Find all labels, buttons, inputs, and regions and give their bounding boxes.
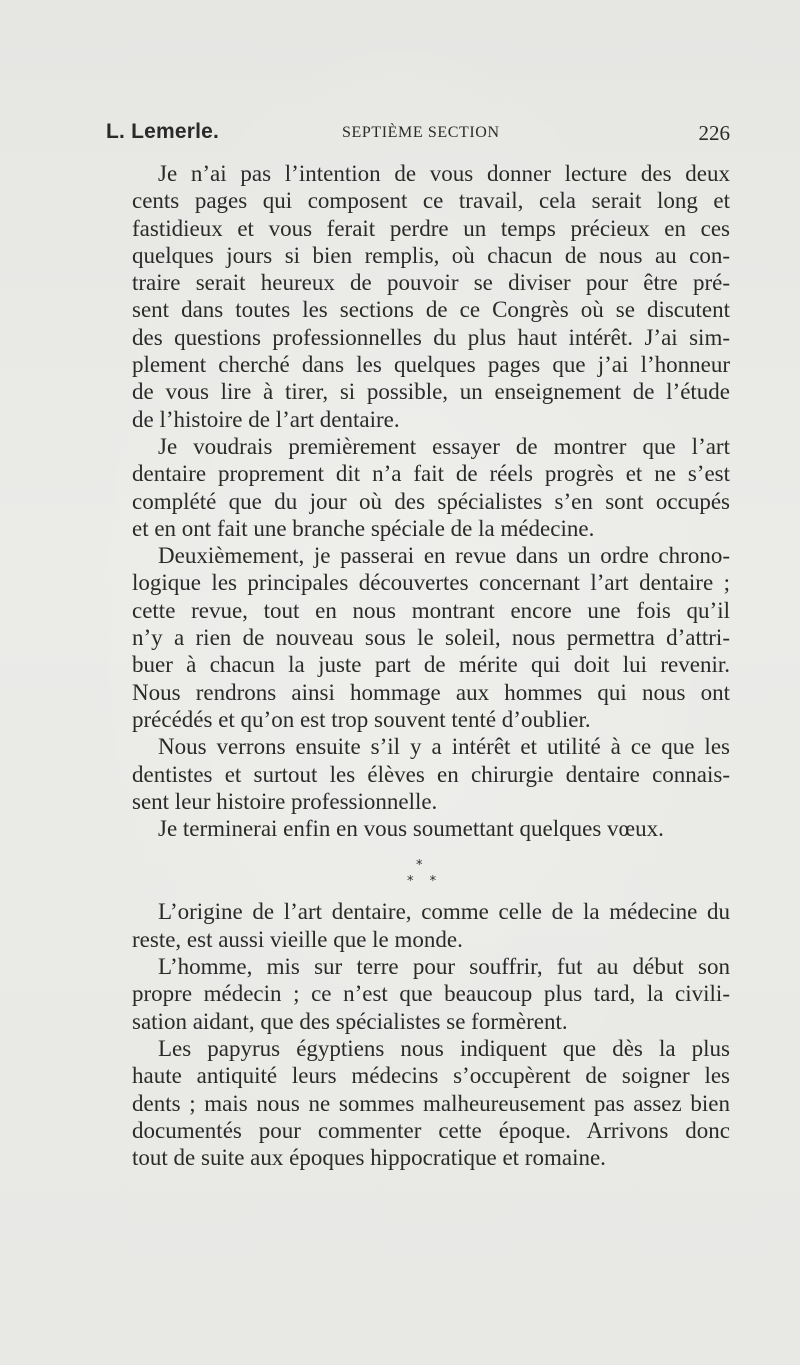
running-header-section: SEPTIÈME SECTION bbox=[342, 124, 500, 141]
text-line: plement cherché dans les quelques pages que j’ai l’honneur bbox=[132, 352, 730, 378]
asterisk-top: * bbox=[416, 858, 423, 874]
text-line: haute antiquité leurs médecins s’occupèrent de soigner les bbox=[132, 1063, 730, 1089]
paragraph bbox=[106, 1035, 730, 1171]
text-line: L’origine de l’art dentaire, comme celle de la médecine du bbox=[158, 899, 730, 925]
text-line: des questions professionnelles du plus haut intérêt. J’ai sim- bbox=[132, 324, 730, 350]
text-line: Je n’ai pas l’intention de vous donner lecture des deux bbox=[158, 161, 730, 186]
text-line: quelques jours si bien remplis, où chacun de nous au con- bbox=[132, 242, 730, 268]
section-separator bbox=[106, 842, 730, 898]
text-line: cents pages qui composent ce travail, cela serait long et bbox=[132, 188, 730, 214]
text-line: tout de suite aux époques hippocratique et romaine. bbox=[132, 1145, 606, 1171]
page-number: 226 bbox=[698, 121, 730, 145]
text-line: propre médecin ; ce n’est que beaucoup plus tard, la civili- bbox=[132, 981, 730, 1007]
text-line: de vous lire à tirer, si possible, un enseignement de l’étude bbox=[132, 379, 730, 405]
text-line: Les papyrus égyptiens nous indiquent que dès la plus bbox=[158, 1035, 730, 1061]
text-line: L’homme, mis sur terre pour souffrir, fut au début son bbox=[158, 954, 730, 980]
text-line: dents ; mais nous ne sommes malheureusement pas assez bien bbox=[132, 1090, 730, 1116]
text-line: Nous verrons ensuite s’il y a intérêt et utilité à ce que les bbox=[158, 734, 730, 760]
paragraph bbox=[106, 433, 730, 542]
running-header bbox=[106, 120, 730, 152]
text-line: complété que du jour où des spécialistes s’en sont occupés bbox=[132, 488, 730, 514]
paragraph bbox=[106, 815, 730, 842]
running-header-author: L. Lemerle. bbox=[106, 120, 220, 143]
text-line: cette revue, tout en nous montrant encore une fois qu’il bbox=[132, 597, 730, 623]
text-line: Je terminerai enfin en vous soumettant quelques vœux. bbox=[158, 816, 664, 842]
text-line: traire serait heureux de pouvoir se diviser pour être pré- bbox=[132, 270, 730, 296]
paragraph bbox=[106, 898, 730, 953]
text-line: Nous rendrons ainsi hommage aux hommes qui nous ont bbox=[132, 679, 730, 705]
text-line: n’y a rien de nouveau sous le soleil, nous permettra d’attri- bbox=[132, 625, 730, 651]
text-line: dentistes et surtout les élèves en chirurgie dentaire connais- bbox=[132, 761, 730, 787]
text-line: fastidieux et vous ferait perdre un temps précieux en ces bbox=[132, 215, 730, 241]
text-line: de l’histoire de l’art dentaire. bbox=[132, 406, 400, 432]
body-text bbox=[106, 160, 730, 1171]
asterisk-bottom: * * bbox=[407, 874, 443, 890]
text-line: sent leur histoire professionnelle. bbox=[132, 788, 438, 814]
text-line: reste, est aussi vieille que le monde. bbox=[132, 926, 463, 952]
text-line: logique les principales découvertes concernant l’art dentaire ; bbox=[132, 570, 730, 596]
text-line: Je voudrais premièrement essayer de montrer que l’art bbox=[158, 433, 730, 459]
text-line: documentés pour commenter cette époque. Arrivons donc bbox=[132, 1117, 730, 1143]
text-line: Deuxièmement, je passerai en revue dans un ordre chrono- bbox=[158, 543, 730, 569]
text-line: buer à chacun la juste part de mérite qui doit lui revenir. bbox=[132, 652, 730, 678]
text-line: sation aidant, que des spécialistes se formèrent. bbox=[132, 1008, 568, 1034]
paragraph bbox=[106, 542, 730, 733]
paragraph bbox=[106, 733, 730, 815]
text-line: précédés et qu’on est trop souvent tenté d’oublier. bbox=[132, 706, 591, 732]
text-line: dentaire proprement dit n’a fait de réels progrès et ne s’est bbox=[132, 461, 730, 487]
text-line: sent dans toutes les sections de ce Congrès où se discutent bbox=[132, 297, 730, 323]
text-line: et en ont fait une branche spéciale de la médecine. bbox=[132, 515, 595, 541]
paragraph bbox=[106, 160, 730, 433]
paragraph bbox=[106, 953, 730, 1035]
